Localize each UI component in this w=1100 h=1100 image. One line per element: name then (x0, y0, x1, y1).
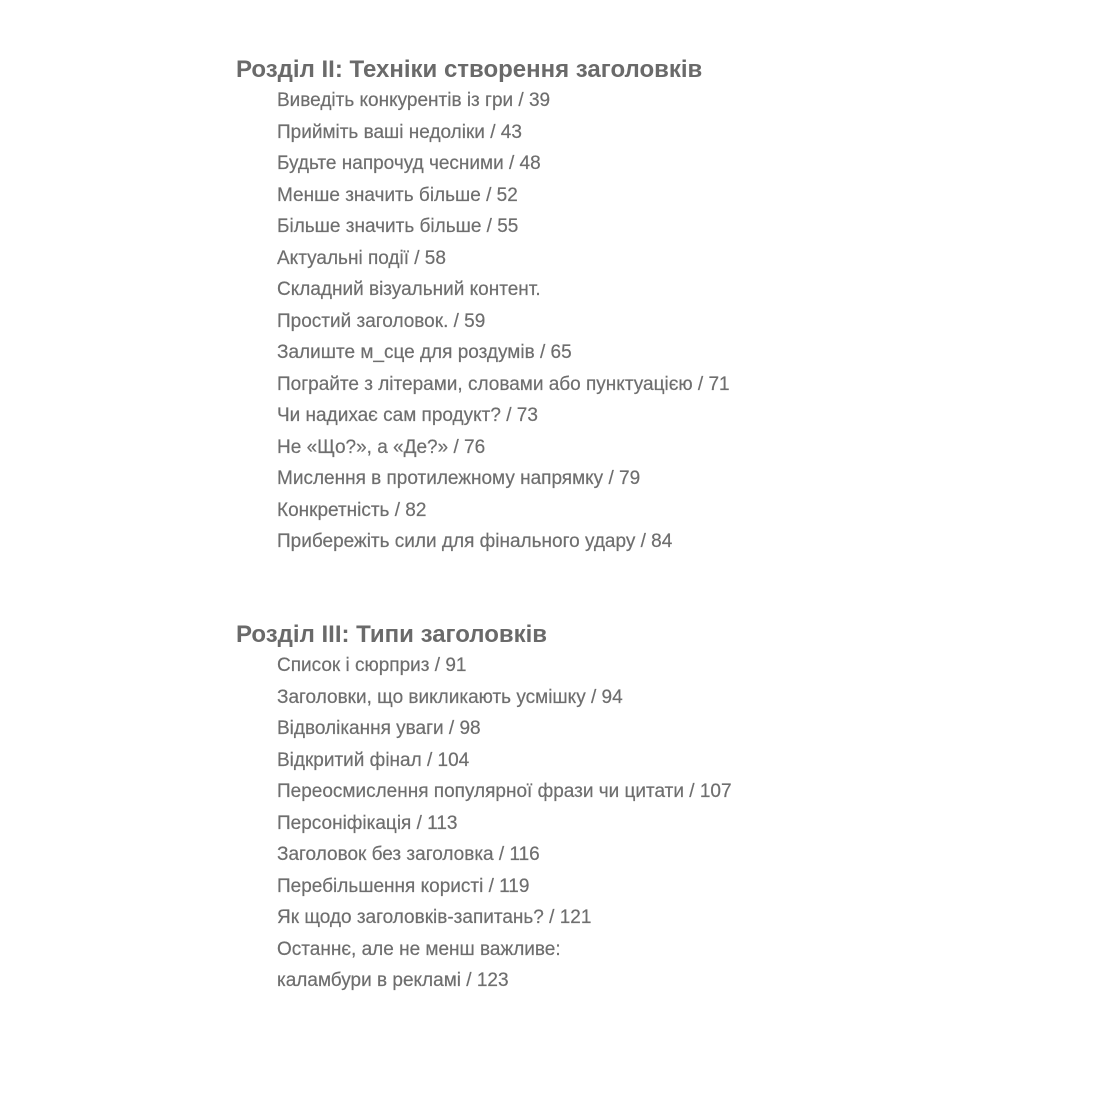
toc-entry: Прийміть ваші недоліки / 43 (277, 121, 522, 143)
toc-entry: Відкритий фінал / 104 (277, 749, 470, 771)
toc-entry: Простий заголовок. / 59 (277, 310, 486, 332)
section-title: Розділ III: Типи заголовків (236, 621, 548, 648)
toc-entry: Переосмислення популярної фрази чи цитати / 107 (277, 781, 732, 802)
section-3 (236, 620, 1036, 997)
toc-entry: Менше значить більше / 52 (277, 184, 518, 206)
toc-entry: Заголовки, що викликають усмішку / 94 (277, 686, 623, 708)
section-2 (236, 55, 1036, 558)
toc-entry: Пограйте з літерами, словами або пунктуацією / 71 (277, 373, 730, 395)
toc-entry: Як щодо заголовків-запитань? / 121 (277, 907, 592, 928)
toc-entry: Заголовок без заголовка / 116 (277, 844, 540, 865)
toc-entry: каламбури в рекламі / 123 (277, 970, 509, 991)
toc-entry: Останнє, але не менш важливе: (277, 938, 561, 960)
section-entries (236, 650, 1036, 997)
toc-entry: Більше значить більше / 55 (277, 216, 519, 237)
toc-entry: Список і сюрприз / 91 (277, 655, 467, 676)
toc-entry: Залиште м_сце для роздумів / 65 (277, 342, 572, 363)
toc-entry: Не «Що?», а «Де?» / 76 (277, 436, 486, 458)
toc-entry: Перебільшення користі / 119 (277, 875, 530, 897)
toc-entry: Чи надихає сам продукт? / 73 (277, 405, 538, 426)
section-title: Розділ II: Техніки створення заголовків (236, 56, 703, 83)
toc-entry: Актуальні події / 58 (277, 247, 446, 269)
toc-entry: Складний візуальний контент. (277, 279, 541, 300)
toc-entry: Мислення в протилежному напрямку / 79 (277, 468, 641, 489)
toc-entry: Відволікання уваги / 98 (277, 718, 481, 739)
toc-entry: Виведіть конкурентів із гри / 39 (277, 90, 551, 111)
toc-entry: Прибережіть сили для фінального удару / 84 (277, 531, 673, 552)
toc-entry: Конкретність / 82 (277, 499, 427, 521)
toc-entry: Персоніфікація / 113 (277, 812, 458, 834)
section-entries (236, 85, 1036, 558)
toc-entry: Будьте напрочуд чесними / 48 (277, 153, 541, 174)
